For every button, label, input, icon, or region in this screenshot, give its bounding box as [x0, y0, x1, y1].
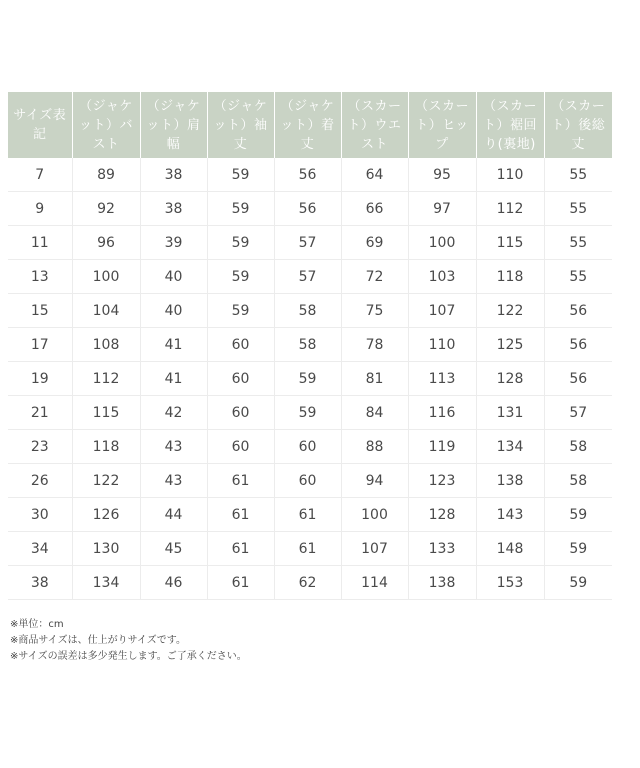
- measurement-cell: 110: [408, 328, 476, 362]
- size-table: [8, 92, 612, 600]
- measurement-cell: 84: [341, 396, 408, 430]
- measurement-cell: 100: [72, 260, 140, 294]
- size-cell: 11: [8, 226, 72, 260]
- measurement-cell: 88: [341, 430, 408, 464]
- measurement-cell: 134: [72, 566, 140, 600]
- measurement-cell: 44: [140, 498, 207, 532]
- size-cell: 34: [8, 532, 72, 566]
- header-jacket-length: （ジャケット）着丈: [274, 92, 341, 158]
- measurement-cell: 75: [341, 294, 408, 328]
- measurement-cell: 43: [140, 464, 207, 498]
- measurement-cell: 123: [408, 464, 476, 498]
- measurement-cell: 55: [544, 226, 612, 260]
- measurement-cell: 40: [140, 294, 207, 328]
- measurement-cell: 112: [476, 192, 544, 226]
- measurement-cell: 143: [476, 498, 544, 532]
- measurement-cell: 59: [544, 498, 612, 532]
- note-tolerance: ※サイズの誤差は多少発生します。ご了承ください。: [10, 651, 247, 662]
- measurement-cell: 46: [140, 566, 207, 600]
- header-jacket-bust: （ジャケット）バスト: [72, 92, 140, 158]
- measurement-cell: 55: [544, 192, 612, 226]
- measurement-cell: 56: [274, 158, 341, 192]
- measurement-cell: 78: [341, 328, 408, 362]
- measurement-cell: 115: [476, 226, 544, 260]
- measurement-cell: 95: [408, 158, 476, 192]
- measurement-cell: 59: [207, 294, 274, 328]
- measurement-cell: 64: [341, 158, 408, 192]
- measurement-cell: 104: [72, 294, 140, 328]
- measurement-cell: 61: [207, 566, 274, 600]
- measurement-cell: 42: [140, 396, 207, 430]
- measurement-cell: 112: [72, 362, 140, 396]
- measurement-cell: 62: [274, 566, 341, 600]
- table-row: [8, 464, 612, 498]
- measurement-cell: 69: [341, 226, 408, 260]
- table-header-row: [8, 92, 612, 158]
- table-row: [8, 498, 612, 532]
- measurement-cell: 125: [476, 328, 544, 362]
- table-row: [8, 226, 612, 260]
- header-skirt-hip: （スカート）ヒップ: [408, 92, 476, 158]
- measurement-cell: 115: [72, 396, 140, 430]
- measurement-cell: 108: [72, 328, 140, 362]
- size-cell: 38: [8, 566, 72, 600]
- table-row: [8, 566, 612, 600]
- measurement-cell: 56: [274, 192, 341, 226]
- measurement-cell: 116: [408, 396, 476, 430]
- measurement-cell: 61: [207, 532, 274, 566]
- measurement-cell: 131: [476, 396, 544, 430]
- measurement-cell: 55: [544, 158, 612, 192]
- measurement-cell: 38: [140, 192, 207, 226]
- measurement-cell: 60: [207, 362, 274, 396]
- header-skirt-hem: （スカート）裾回り(裏地): [476, 92, 544, 158]
- header-size: サイズ表記: [8, 92, 72, 158]
- size-cell: 13: [8, 260, 72, 294]
- measurement-cell: 59: [207, 192, 274, 226]
- table-row: [8, 396, 612, 430]
- measurement-cell: 57: [274, 260, 341, 294]
- measurement-cell: 89: [72, 158, 140, 192]
- notes: [10, 617, 247, 665]
- measurement-cell: 59: [207, 226, 274, 260]
- measurement-cell: 60: [207, 328, 274, 362]
- measurement-cell: 60: [274, 430, 341, 464]
- header-jacket-shoulder: （ジャケット）肩幅: [140, 92, 207, 158]
- measurement-cell: 43: [140, 430, 207, 464]
- measurement-cell: 97: [408, 192, 476, 226]
- measurement-cell: 59: [274, 396, 341, 430]
- measurement-cell: 72: [341, 260, 408, 294]
- size-cell: 23: [8, 430, 72, 464]
- measurement-cell: 40: [140, 260, 207, 294]
- measurement-cell: 122: [72, 464, 140, 498]
- size-cell: 17: [8, 328, 72, 362]
- measurement-cell: 58: [544, 464, 612, 498]
- header-skirt-back-length: （スカート）後総丈: [544, 92, 612, 158]
- measurement-cell: 138: [476, 464, 544, 498]
- measurement-cell: 126: [72, 498, 140, 532]
- header-skirt-waist: （スカート）ウエスト: [341, 92, 408, 158]
- measurement-cell: 38: [140, 158, 207, 192]
- table-row: [8, 532, 612, 566]
- measurement-cell: 58: [544, 430, 612, 464]
- size-cell: 21: [8, 396, 72, 430]
- measurement-cell: 103: [408, 260, 476, 294]
- measurement-cell: 58: [274, 328, 341, 362]
- measurement-cell: 57: [544, 396, 612, 430]
- measurement-cell: 39: [140, 226, 207, 260]
- measurement-cell: 118: [72, 430, 140, 464]
- measurement-cell: 100: [408, 226, 476, 260]
- table-row: [8, 328, 612, 362]
- size-cell: 7: [8, 158, 72, 192]
- measurement-cell: 61: [207, 464, 274, 498]
- measurement-cell: 61: [274, 498, 341, 532]
- note-finished-size: ※商品サイズは、仕上がりサイズです。: [10, 635, 186, 646]
- measurement-cell: 59: [544, 532, 612, 566]
- size-cell: 15: [8, 294, 72, 328]
- size-cell: 26: [8, 464, 72, 498]
- table-row: [8, 192, 612, 226]
- measurement-cell: 94: [341, 464, 408, 498]
- measurement-cell: 59: [544, 566, 612, 600]
- measurement-cell: 134: [476, 430, 544, 464]
- table-row: [8, 362, 612, 396]
- measurement-cell: 61: [274, 532, 341, 566]
- measurement-cell: 100: [341, 498, 408, 532]
- measurement-cell: 61: [207, 498, 274, 532]
- measurement-cell: 133: [408, 532, 476, 566]
- measurement-cell: 119: [408, 430, 476, 464]
- measurement-cell: 92: [72, 192, 140, 226]
- measurement-cell: 128: [408, 498, 476, 532]
- note-unit: ※単位：cm: [10, 619, 64, 630]
- measurement-cell: 56: [544, 294, 612, 328]
- measurement-cell: 81: [341, 362, 408, 396]
- measurement-cell: 122: [476, 294, 544, 328]
- measurement-cell: 56: [544, 328, 612, 362]
- size-cell: 19: [8, 362, 72, 396]
- table-row: [8, 158, 612, 192]
- measurement-cell: 118: [476, 260, 544, 294]
- measurement-cell: 57: [274, 226, 341, 260]
- measurement-cell: 56: [544, 362, 612, 396]
- measurement-cell: 41: [140, 362, 207, 396]
- measurement-cell: 55: [544, 260, 612, 294]
- measurement-cell: 130: [72, 532, 140, 566]
- measurement-cell: 107: [408, 294, 476, 328]
- measurement-cell: 59: [207, 260, 274, 294]
- measurement-cell: 59: [274, 362, 341, 396]
- measurement-cell: 59: [207, 158, 274, 192]
- table-row: [8, 294, 612, 328]
- measurement-cell: 45: [140, 532, 207, 566]
- measurement-cell: 60: [207, 396, 274, 430]
- measurement-cell: 107: [341, 532, 408, 566]
- measurement-cell: 128: [476, 362, 544, 396]
- table-row: [8, 260, 612, 294]
- measurement-cell: 96: [72, 226, 140, 260]
- measurement-cell: 113: [408, 362, 476, 396]
- table-body: [8, 158, 612, 600]
- measurement-cell: 41: [140, 328, 207, 362]
- size-cell: 30: [8, 498, 72, 532]
- header-jacket-sleeve: （ジャケット）袖丈: [207, 92, 274, 158]
- measurement-cell: 60: [207, 430, 274, 464]
- measurement-cell: 58: [274, 294, 341, 328]
- measurement-cell: 148: [476, 532, 544, 566]
- table-row: [8, 430, 612, 464]
- measurement-cell: 60: [274, 464, 341, 498]
- measurement-cell: 114: [341, 566, 408, 600]
- measurement-cell: 153: [476, 566, 544, 600]
- measurement-cell: 110: [476, 158, 544, 192]
- measurement-cell: 66: [341, 192, 408, 226]
- measurement-cell: 138: [408, 566, 476, 600]
- size-cell: 9: [8, 192, 72, 226]
